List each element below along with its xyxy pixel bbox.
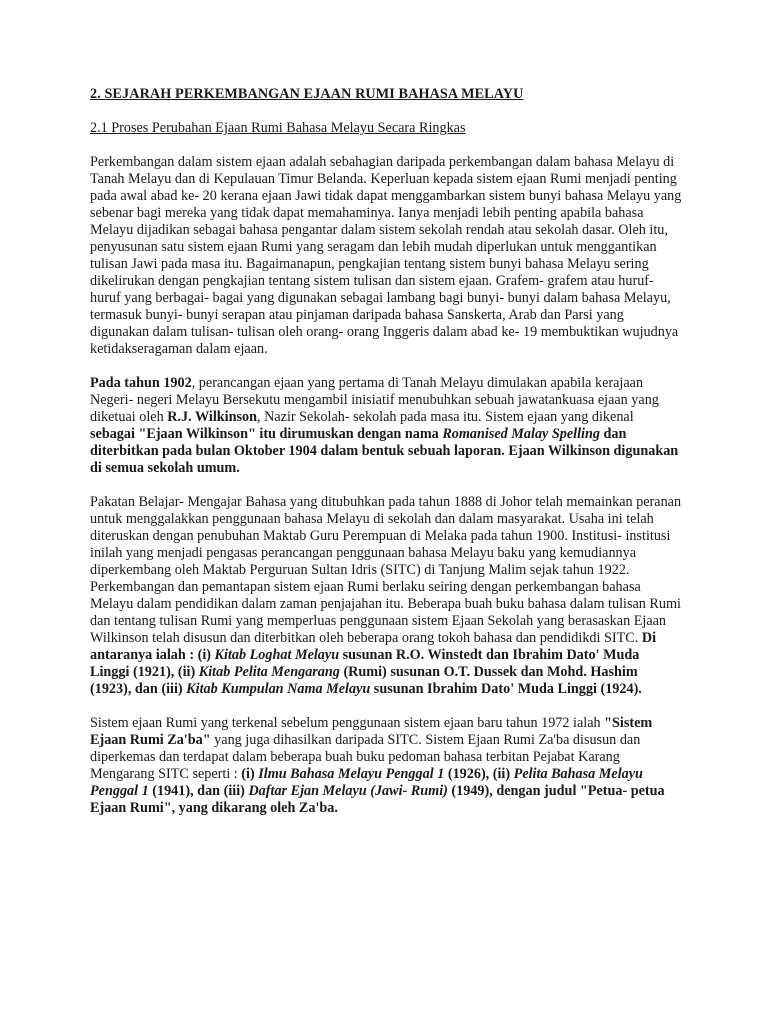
paragraph-4-bold-text: (1949), dengan judul "Petua- petua Ejaan Rumi", yang dikarang oleh Za'ba. [90, 783, 665, 816]
paragraph-2-bold-year: Pada tahun 1902 [90, 375, 192, 391]
paragraph-4-text: yang juga dihasilkan daripada SITC. Sistem Ejaan Rumi Za'ba disusun dan diperkemas dan terdapat dalam beberapa buah buku pedoman bahasa terbitan Pejabat Karang Mengarang SITC seperti : [90, 732, 641, 782]
paragraph-3-book-title: Kitab Loghat Melayu [214, 647, 340, 663]
section-heading: 2. SEJARAH PERKEMBANGAN EJAAN RUMI BAHASA MELAYU [90, 86, 524, 102]
paragraph-4-bold-name: "Sistem Ejaan Rumi Za'ba" [90, 715, 653, 748]
paragraph-4 [90, 715, 682, 817]
paragraph-3 [90, 494, 682, 698]
paragraph-4-bold-text: (1926), (ii) [444, 766, 514, 782]
paragraph-2-bold-italic-title: Romanised Malay Spelling [442, 426, 600, 442]
paragraph-4-text: Sistem ejaan Rumi yang terkenal sebelum penggunaan sistem ejaan baru tahun 1972 ialah [90, 715, 605, 731]
paragraph-3-bold-text: susunan Ibrahim Dato' Muda Linggi (1924). [370, 681, 642, 697]
paragraph-2-bold-name: R.J. Wilkinson [167, 409, 258, 425]
paragraph-3-book-title: Kitab Kumpulan Nama Melayu [186, 681, 371, 697]
paragraph-2 [90, 375, 682, 477]
paragraph-3-book-title: Kitab Pelita Mengarang [198, 664, 340, 680]
paragraph-3-bold-text: (Rumi) susunan O.T. Dussek dan Mohd. Hashim (1923), dan (iii) [90, 664, 638, 697]
document-body [90, 86, 682, 834]
paragraph-4-book-title: Daftar Ejan Melayu (Jawi- Rumi) [248, 783, 448, 799]
paragraph-3-bold-text: Di antaranya ialah : (i) [90, 630, 657, 663]
paragraph-2-text: , Nazir Sekolah- sekolah pada masa itu. Sistem ejaan yang dikenal [257, 409, 634, 425]
paragraph-4-book-title: Pelita Bahasa Melayu Penggal 1 [90, 766, 643, 799]
subsection-heading: 2.1 Proses Perubahan Ejaan Rumi Bahasa Melayu Secara Ringkas [90, 120, 466, 136]
paragraph-4-book-title: Ilmu Bahasa Melayu Penggal 1 [258, 766, 445, 782]
paragraph-2-bold-text: sebagai "Ejaan Wilkinson" itu dirumuskan dengan nama [90, 426, 443, 442]
paragraph-3-text: Pakatan Belajar- Mengajar Bahasa yang ditubuhkan pada tahun 1888 di Johor telah memainkan peranan untuk menggalakkan penggunaan bahasa Melayu di sekolah dan dalam masyarakat. Usaha ini telah diteruskan dengan penubuhan Maktab Guru Perempuan di Melaka pada tahun 1900. Institusi- institusi inilah yang menjadi pengasas perancangan penggunaan bahasa Melayu baku yang kemudiannya diperkembang oleh Maktab Perguruan Sultan Idris (SITC) di Tanjung Malim sejak tahun 1922. Perkembangan dan pemantapan sistem ejaan Rumi berlaku seiring dengan perkembangan bahasa Melayu dalam pendidikan dalam zaman penjajahan itu. Beberapa buah buku bahasa dalam tulisan Rumi dan tentang tulisan Rumi yang memperluas penggunaan sistem Ejaan Sekolah yang berasaskan Ejaan Wilkinson telah disusun dan diterbitkan oleh beberapa orang tokoh bahasa dan pendidikdi SITC. [90, 494, 682, 646]
paragraph-2-bold-text: dan diterbitkan pada bulan Oktober 1904 dalam bentuk sebuah laporan. Ejaan Wilkinson digunakan di semua sekolah umum. [90, 426, 679, 476]
paragraph-3-bold-text: susunan R.O. Winstedt dan Ibrahim Dato' Muda Linggi (1921), (ii) [90, 647, 640, 680]
paragraph-4-bold-text: (i) [241, 766, 259, 782]
paragraph-1: Perkembangan dalam sistem ejaan adalah sebahagian daripada perkembangan dalam bahasa Melayu di Tanah Melayu dan di Kepulauan Timur Belanda. Keperluan kepada sistem ejaan Rumi menjadi penting pada awal abad ke- 20 kerana ejaan Jawi tidak dapat menggambarkan sistem bunyi bahasa Melayu yang sebenar bagi mereka yang tidak dapat memahaminya. Ianya menjadi lebih penting apabila bahasa Melayu dijadikan sebagai bahasa pengantar dalam sistem sekolah rendah atau sekolah dasar. Oleh itu, penyusunan satu sistem ejaan Rumi yang seragam dan lebih mudah diperlukan untuk menggantikan tulisan Jawi pada masa itu. Bagaimanapun, pengkajian tentang sistem bunyi bahasa Melayu sering dikelirukan dengan pengkajian tentang sistem tulisan dan sistem ejaan. Grafem- grafem atau huruf- huruf yang berbagai- bagai yang digunakan sebagai lambang bagi bunyi- bunyi dalam bahasa Melayu, termasuk bunyi- bunyi serapan atau pinjaman daripada bahasa Sanskerta, Arab dan Parsi yang digunakan dalam tulisan- tulisan oleh orang- orang Inggeris dalam abad ke- 19 membuktikan wujudnya ketidakseragaman dalam ejaan. [90, 154, 682, 357]
paragraph-2-text: , perancangan ejaan yang pertama di Tanah Melayu dimulakan apabila kerajaan Negeri- negeri Melayu Bersekutu mengambil inisiatif menubuhkan sebuah jawatankuasa ejaan yang diketuai oleh [90, 375, 659, 425]
paragraph-4-bold-text: (1941), dan (iii) [148, 783, 249, 799]
